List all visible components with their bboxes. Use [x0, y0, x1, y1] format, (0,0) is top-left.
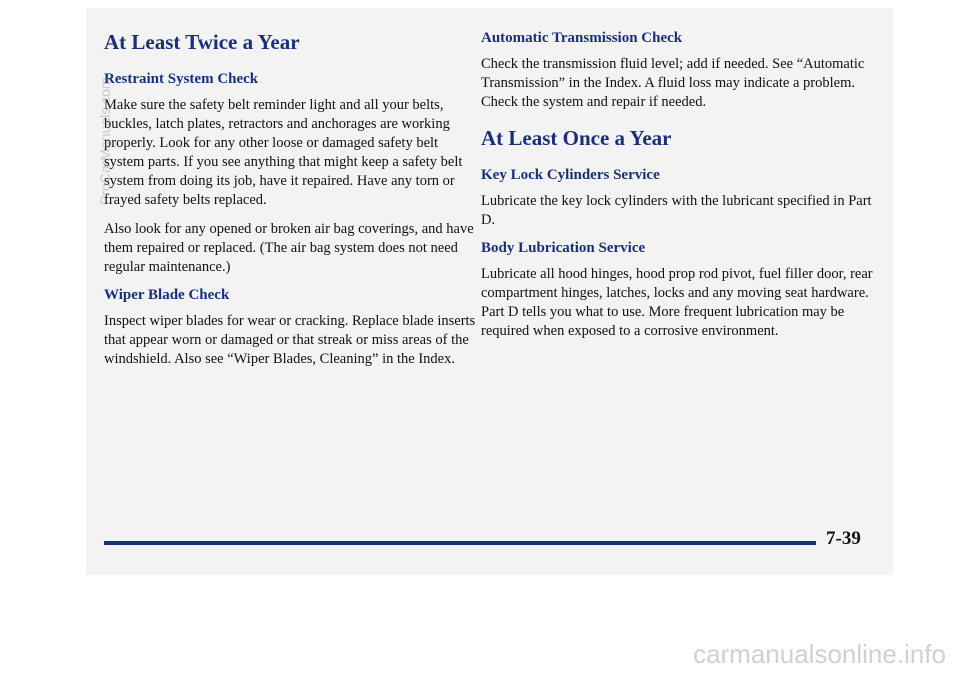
section-heading-twice-a-year: At Least Twice a Year [104, 30, 300, 54]
body-lubrication-title: Body Lubrication Service [481, 240, 646, 256]
wiper-blade-title: Wiper Blade Check [104, 287, 230, 303]
left-column [104, 30, 476, 379]
section-heading-once-a-year: At Least Once a Year [481, 126, 672, 150]
transmission-check-paragraph: Check the transmission fluid level; add if needed. See “Automatic Transmission” in the Index. A fluid loss may indicate a problem. Check the system and repair if needed. [481, 56, 865, 110]
right-column [481, 30, 876, 351]
key-lock-title: Key Lock Cylinders Service [481, 167, 660, 183]
footer-rule [104, 541, 816, 545]
transmission-check-title: Automatic Transmission Check [481, 30, 683, 46]
bottom-watermark: carmanualsonline.info [693, 639, 946, 669]
restraint-system-paragraph-1: Make sure the safety belt reminder light and all your belts, buckles, latch plates, retractors and anchorages are working properly. Look for any other loose or damaged safety belt system parts. If you see anything that might keep a safety belt system from doing its job, have it repaired. Have any torn or frayed safety belts replaced. [104, 97, 463, 208]
restraint-system-paragraph-2: Also look for any opened or broken air bag coverings, and have them repaired or replaced. (The air bag system does not need regular maintenance.) [104, 221, 474, 275]
key-lock-paragraph: Lubricate the key lock cylinders with the lubricant specified in Part D. [481, 193, 872, 228]
page-number: 7-39 [826, 528, 861, 549]
wiper-blade-paragraph: Inspect wiper blades for wear or cracking. Replace blade inserts that appear worn or damaged or that streak or miss areas of the windshield. Also see “Wiper Blades, Cleaning” in the Index. [104, 313, 476, 367]
manual-page [86, 8, 893, 575]
restraint-system-title: Restraint System Check [104, 71, 259, 87]
body-lubrication-paragraph: Lubricate all hood hinges, hood prop rod pivot, fuel filler door, rear compartment hinges, latches, locks and any moving seat hardware. Part D tells you what to use. More frequent lubrication may be required when exposed to a corrosive environment. [481, 266, 873, 339]
side-watermark: ProCarManuals.com [97, 77, 113, 205]
